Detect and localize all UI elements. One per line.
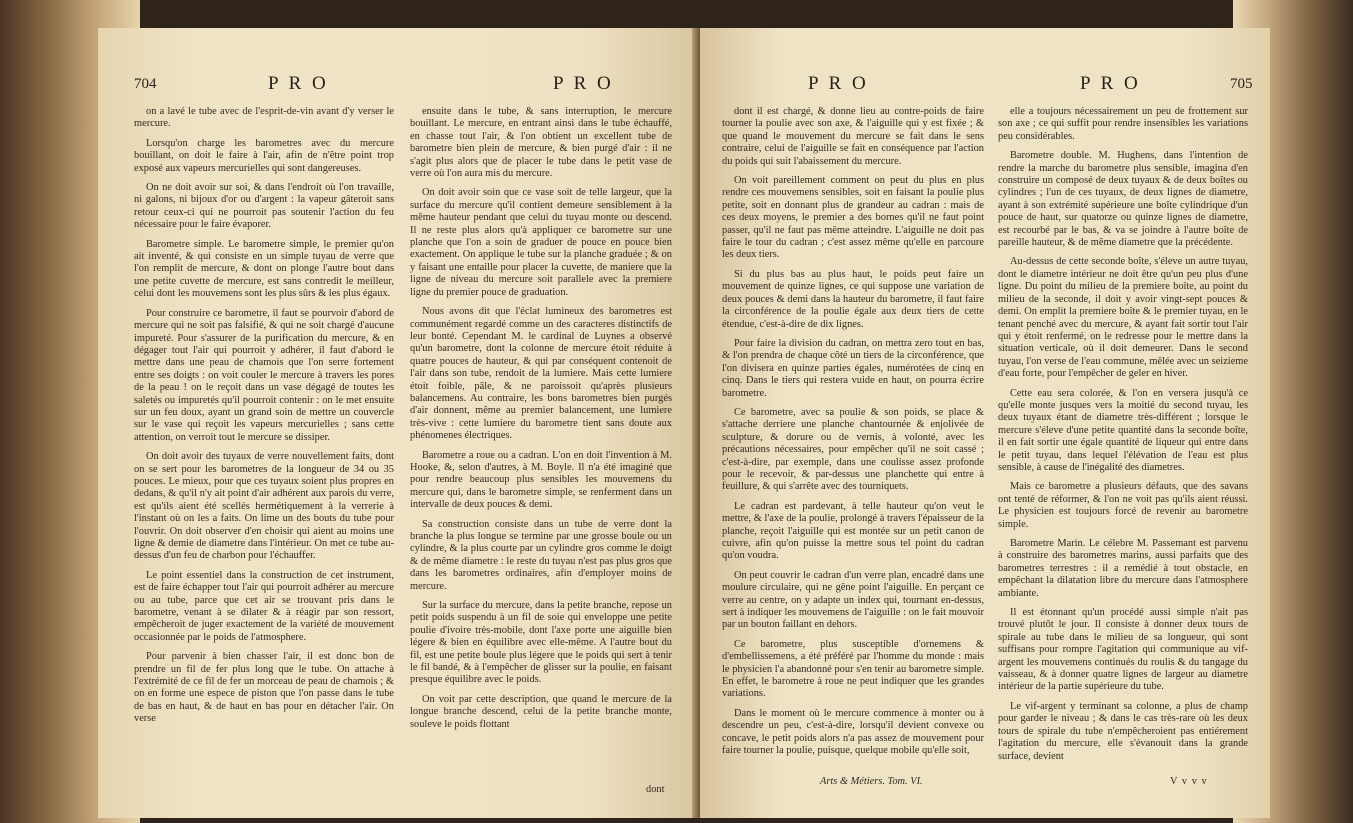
paragraph: Ce barometre, plus susceptible d'ornemens & d'embellissemens, a été préféré par l'homme du monde : mais le physicien l'a abandonné pour s'en tenir au barometre simple. En effet, le barometre à roue ne peut indiquer que les grandes variations.	[722, 638, 984, 700]
paragraph: On ne doit avoir sur soi, & dans l'endroit où l'on travaille, ni galons, ni bijoux d'or ou d'argent : la vapeur gâteroit sans retour ceux-ci qui ne pourroit pas soutenir l'action du feu nécessaire pour le faire évaporer.	[134, 182, 394, 231]
paragraph: Cette eau sera colorée, & l'on en versera jusqu'à ce qu'elle monte jusques vers la moitié du second tuyau, les deux tuyaux étant de diametre très-différent ; lorsque le mercure s'éleve d'une petite quantité dans la seconde boîte, il en fait sortir une égale quantité de liqueur qui entre dans le petit tuyau, dans lequel l'élévation de l'eau est plus sensible, à cause de l'inégalité des diametres.	[998, 387, 1248, 473]
left-page-number: 704	[134, 76, 157, 92]
right-page-number: 705	[1230, 76, 1253, 92]
paragraph: elle a toujours nécessairement un peu de frottement sur son axe ; ce qui suffit pour rendre insensibles les variations peu considérables.	[998, 106, 1248, 142]
paragraph: Pour construire ce barometre, il faut se pourvoir d'abord de mercure qui ne soit pas falsifié, & qui ne soit chargé d'aucune impureté. Pour s'assurer de la purification du mercure, & en dégager tout l'air qui pourroit y adhérer, il faut d'abord le mettre dans une peau de chamois que l'on serre fortement entre ses doigts : on voit couler le mercure à travers les pores de la peau ! on le reçoit dans un vase dégagé de toutes les saletés ou impuretés qu'il pourroit contenir : on le met ensuite sur un feu doux, ayant un grand soin de mettre un couvercle sur le vase qui reçoit les vapeurs mercurielles ; sans cette attention, on verroit tout le mercure se dissiper.	[134, 307, 394, 443]
paragraph: Il est étonnant qu'un procédé aussi simple n'ait pas trouvé plutôt le jour. Il consiste à donner deux tours de spirale au tube dans le milieu de sa longueur, qui sont suffisans pour rompre l'agitation qui communique au vif-argent les mouvemens continués du roulis & du tangage du vaisseau, & à donner quatre lignes de largeur au diametre intérieur de la partie supérieure du tube.	[998, 607, 1248, 693]
right-column-2	[998, 106, 1248, 818]
paragraph: Le cadran est pardevant, à telle hauteur qu'on veut le mettre, & l'axe de la poulie, prolongé à travers l'épaisseur de la planche, reçoit l'aiguille qui est montée sur un petit canon de cuivre, afin qu'on puisse la mettre sous tel point du cadran qu'on voudra.	[722, 500, 984, 562]
left-page	[98, 28, 698, 818]
right-column-1	[722, 106, 984, 776]
paragraph: Barometre simple. Le barometre simple, le premier qu'on ait inventé, & qui consiste en un simple tuyau de verre que l'on remplit de mercure, & dont on plonge l'autre bout dans une petite cuvette de mercure, est sans contredit le meilleur, celui dont les mouvemens sont les plus sûrs & les plus égaux.	[134, 238, 394, 300]
paragraph: Le vif-argent y terminant sa colonne, a plus de champ pour garder le niveau ; & dans le cas très-rare où les deux tours de spirale du tube n'empêcheroient pas entiérement l'agitation du mercure, elle s'évanouit dans la grande surface, devient	[998, 700, 1248, 762]
paragraph: Dans le moment où le mercure commence à monter ou à descendre un peu, c'est-à-dire, lorsqu'il devient convexe ou concave, le petit poids alors n'a pas assez de mouvement pour faire tourner la poulie, puisque, quelque mobile qu'elle soit,	[722, 707, 984, 757]
catchword: dont	[646, 784, 665, 795]
paragraph: Sa construction consiste dans un tube de verre dont la branche la plus longue se termine par une grosse boule ou un cylindre, & la plus courte par un cylindre gros comme le doigt & de même diametre : le reste du tuyau n'est pas plus gros que dans les barometres ordinaires, afin d'employer moins de mercure.	[410, 518, 672, 592]
right-page	[700, 28, 1270, 818]
right-running-head-2: P R O	[1080, 73, 1141, 94]
paragraph: On voit pareillement comment on peut du plus en plus rendre ces mouvemens sensibles, soit en faisant la poulie plus petite, soit en donnant plus de grandeur au cadran : mais de ces deux moyens, le premier a des bornes qu'il ne faut point passer, qu'il ne faut pas même atteindre. L'aiguille ne doit pas faire le tour du cadran ; c'est assez même qu'elle en parcoure les deux tiers.	[722, 175, 984, 261]
paragraph: Barometre Marin. Le célebre M. Passemant est parvenu à construire des barometres marins, aussi parfaits que des barometres terrestres : il a remédié à tout obstacle, en empêchant la dilatation libre du mercure dans l'atmosphere ambiante.	[998, 538, 1248, 599]
left-column-2	[410, 106, 672, 818]
paragraph: Si du plus bas au plus haut, le poids peut faire un mouvement de quinze lignes, ce qui suppose une variation de deux pouces & demi dans la hauteur du barometre, il faut faire la circonférence de la poulie égale aux deux tiers de cette étendue, c'est-à-dire de dix lignes.	[722, 268, 984, 330]
paragraph: ensuite dans le tube, & sans interruption, le mercure bouillant. Le mercure, en entrant ainsi dans le tube échauffé, en chasse tout l'air, & l'on obtient un excellent tube de barometre bien plein de mercure, & bien purgé d'air : il ne s'agit plus alors que de placer le tube dans le petit vase de verre où l'on aura mis du mercure.	[410, 106, 672, 180]
paragraph: On doit avoir des tuyaux de verre nouvellement faits, dont on se sert pour les barometres de la longueur de 34 ou 35 pouces. Le mieux, pour que ces tuyaux soient plus propres en dedans, & qu'il n'y ait point d'air adhérent aux parois du verre, est qu'ils aient été scellés hermétiquement à la verrerie à l'instant où on les a faits. On lime un des bouts du tube pour l'ouvrir. On doit observer d'en choisir qui aient au moins une ligne & demie de diametre dans l'intérieur. On met ce tube au-dessus d'un feu de charbon pour l'échauffer.	[134, 451, 394, 562]
paragraph: On doit avoir soin que ce vase soit de telle largeur, que la surface du mercure qu'il contient demeure sensiblement à la même hauteur pendant que celui du tuyau monte ou descend. Il ne reste plus alors qu'à appliquer ce barometre sur une planche que l'on a soin de graduer de pouce en pouce bien exactement. On applique le tube sur la planche graduée ; & on y faisant une entaille pour placer la cuvette, de maniere que la ligne de niveau du mercure soit parallele avec la premiere ligne du premier pouce de graduation.	[410, 187, 672, 298]
paragraph: Lorsqu'on charge les barometres avec du mercure bouillant, on doit le faire à l'air, afin de n'être point trop exposé aux vapeurs mercurielles qui sont dangereuses.	[134, 137, 394, 174]
right-running-head-1: P R O	[808, 73, 869, 94]
paragraph: on a lavé le tube avec de l'esprit-de-vin avant d'y verser le mercure.	[134, 106, 394, 130]
paragraph: Sur la surface du mercure, dans la petite branche, repose un petit poids suspendu à un fil de soie qui enveloppe une petite poulie d'ivoire très-mobile, dont l'axe porte une aiguille bien légere & bien en équilibre avec elle-même. A l'autre bout du fil, est une petite boule plus légere que le poids qui sert à tenir le fil bandé, & à l'empêcher de glisser sur la poulie, en faisant presque équilibre avec le poids.	[410, 600, 672, 686]
paragraph: Pour faire la division du cadran, on mettra zero tout en bas, & l'on prendra de chaque côté un tiers de la circonférence, que l'on divisera en quinze parties égales, numérotées de cinq en cinq. Dans le tiers qui restera vuide en haut, on pourra écrire barometre.	[722, 337, 984, 399]
paragraph: Au-dessus de cette seconde boîte, s'éleve un autre tuyau, dont le diametre intérieur ne doit être qu'un peu plus d'une ligne. Du point du milieu de la premiere boîte, au point du milieu de la seconde, il doit y avoir vingt-sept pouces & demi. On emplit la premiere boîte & le premier tuyau, en le tenant penché avec du mercure, & ayant fait sortir tout l'air qui y étoit renfermé, on le redresse pour le mettre dans la situation verticale, où il doit demeurer. Dans le second tuyau, l'on verse de l'eau commune, mêlée avec un seizieme d'eau forte, pour l'empêcher de geler en hiver.	[998, 256, 1248, 380]
left-running-head-1: P R O	[268, 73, 329, 94]
paragraph: Mais ce barometre a plusieurs défauts, que des savans ont tenté de réformer, & l'on ne voit pas qu'ils aient réussi. Le physicien est toujours forcé de revenir au barometre simple.	[998, 481, 1248, 530]
volume-footer: Arts & Métiers. Tom. VI.	[820, 776, 923, 787]
paragraph: Le point essentiel dans la construction de cet instrument, est de faire échapper tout l'air qui pourroit adhérer au mercure ou au tube, parce que cet air se trouvant pris dans le barometre, venant à se dilater & à réagir par son ressort, empêcheroit de juger exactement de la variété de mouvement occasionnée par le poids de l'atmosphere.	[134, 569, 394, 643]
left-column-1	[134, 106, 394, 818]
paragraph: Barometre a roue ou a cadran. L'on en doit l'invention à M. Hooke, &, selon d'autres, à M. Boyle. Il n'a été imaginé que pour rendre beaucoup plus sensibles les mouvemens du mercure qui, dans le barometre simple, se renferment dans un intervalle de deux pouces & demi.	[410, 449, 672, 511]
paragraph: On peut couvrir le cadran d'un verre plan, encadré dans une moulure circulaire, qui ne gêne point l'aiguille. En perçant ce verre au centre, on y adapte un index qui, tournant en-dessus, sert à indiquer les mouvemens de l'aiguille : on le fait mouvoir par un bouton faillant en dehors.	[722, 569, 984, 631]
paragraph: Nous avons dit que l'éclat lumineux des barometres est communément regardé comme un des caracteres distinctifs de leur bonté. Cependant M. le cardinal de Luynes a observé qu'un barometre, dont la colonne de mercure étoit réduite à quatre pouces de hauteur, & qui par conséquent contenoit de l'air dans son tube, rendoit de la lumiere. Mais cette lumiere étoit foible, pâle, & ne paroissoit qu'après plusieurs balancemens. Au contraire, les bons barometres bien purgés d'air donnent, même au premier balancement, une lumiere très-vive : cette lumiere du barometre tient sans doute aux phénomenes électriques.	[410, 306, 672, 442]
paragraph: Ce barometre, avec sa poulie & son poids, se place & s'attache derriere une planche chantournée & enjolivée de sculpture, & dorure ou de vernis, à volonté, avec les précautions nécessaires, pour empêcher qu'il ne soit cassé ; c'est-à-dire, par exemple, dans une coulisse assez profonde pour le recevoir, & par-dessus une planchette qui entre à feuillure, & qui s'arrête avec des tourniquets.	[722, 406, 984, 493]
left-running-head-2: P R O	[553, 73, 614, 94]
paragraph: On voit par cette description, que quand le mercure de la longue branche descend, celui de la petite branche monte, souleve le poids flottant	[410, 693, 672, 730]
paragraph: Barometre double. M. Hughens, dans l'intention de rendre la marche du barometre plus sensible, imagina d'en construire un composé de deux tuyaux & de deux boîtes ou cylindres ; l'un de ces tuyaux, de deux lignes de diametre, ayant à son extrémité supérieure une boîte cylindrique d'un pouce de haut, sur quatorze ou quinze lignes de diametre, est recourbé par le bas, & va se joindre à l'autre boîte de pareille hauteur, & de même diametre que la précédente.	[998, 150, 1248, 249]
signature-mark: V v v v	[1170, 776, 1208, 787]
paragraph: Pour parvenir à bien chasser l'air, il est donc bon de prendre un fil de fer plus long que le tube. On attache à l'extrémité de ce fil de fer un morceau de peau de chamois ; & on en forme une espece de piston que l'on passe dans le tube de bas en haut, & de haut en bas pour en détacher l'air. On verse	[134, 651, 394, 725]
paragraph: dont il est chargé, & donne lieu au contre-poids de faire tourner la poulie avec son axe, & l'aiguille qui y est fixée ; & que quand le mouvement du mercure se fait dans le sens contraire, celui de l'aiguille se fait en conséquence par l'action du poids qui suit l'abaissement du mercure.	[722, 106, 984, 167]
